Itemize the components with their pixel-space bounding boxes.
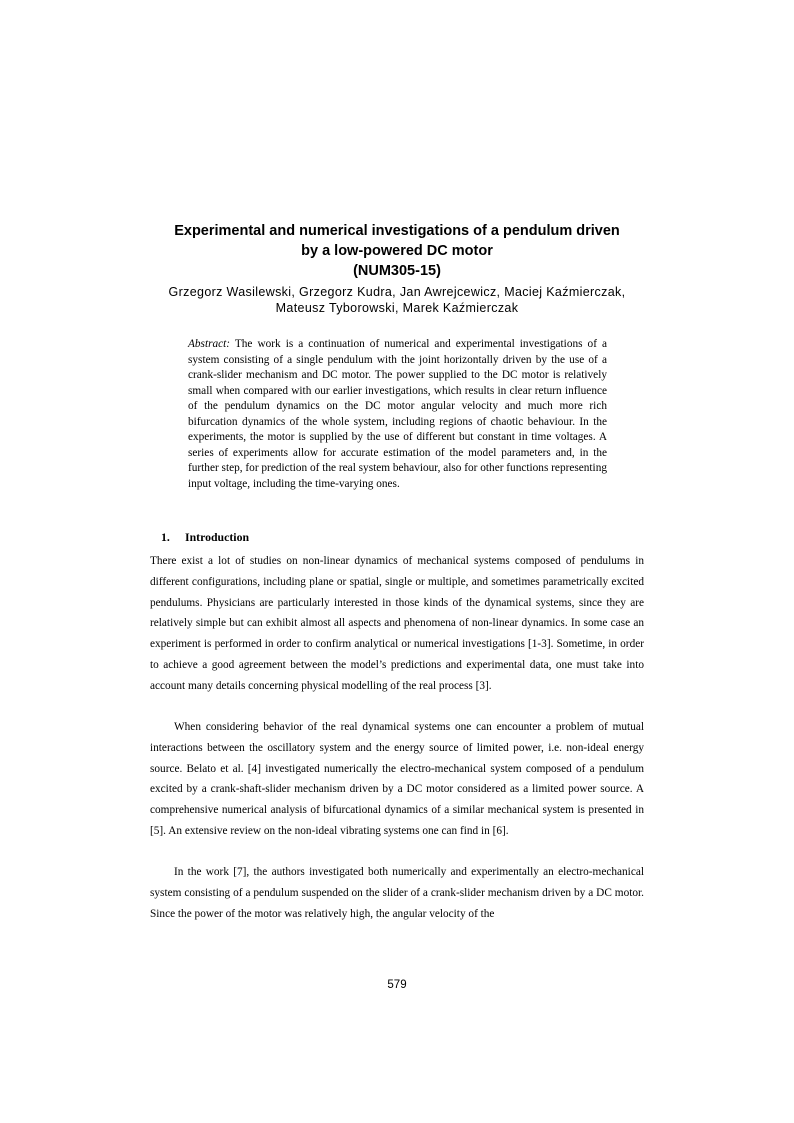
abstract-text: The work is a continuation of numerical and experimental investigations of a system consisting of a single pendulum with the joint horizontally driven by the use of a crank-slider mechanism and DC motor. The power supplied to the DC motor is relatively small when compared with our earlier investigations, which results in clear return influence of the pendulum dynamics on the DC motor angular velocity and much more rich bifurcation dynamics of the whole system, including regions of chaotic behaviour. In the experiments, the motor is supplied by the use of different but constant in time voltages. A series of experiments allow for accurate estimation of the model parameters and, in the further step, for prediction of the real system behaviour, also for other functions representing input voltage, including the time-varying ones. — [188, 338, 607, 490]
section-heading-introduction — [161, 529, 249, 545]
section-title: Introduction — [185, 530, 250, 544]
authors-line-2: Mateusz Tyborowski, Marek Kaźmierczak — [275, 301, 519, 315]
intro-paragraph-2: When considering behavior of the real dynamical systems one can encounter a problem of mutual interactions between the oscillatory system and the energy source of limited power, i.e. non-ideal energy source. Belato et al. [4] investigated numerically the electro-mechanical system composed of a pendulum excited by a crank-shaft-slider mechanism driven by a DC motor considered as a limited power source. A comprehensive numerical analysis of bifurcational dynamics of a similar mechanical system is presented in [5]. An extensive review on the non-ideal vibrating systems one can find in [6]. — [150, 721, 644, 837]
paper-title-line-2: by a low-powered DC motor — [301, 243, 493, 259]
intro-paragraph-1: There exist a lot of studies on non-linear dynamics of mechanical systems composed of pendulums in different configurations, including plane or spatial, single or multiple, and sometimes parametrically excited pendulums. Physicians are particularly interested in those kinds of the dynamical systems, since they are relatively simple but can exhibit almost all aspects and phenomena of non-linear dynamics. In some case an experiment is performed in order to confirm analytical or numerical investigations [1-3]. Sometime, in order to achieve a good agreement between the model’s predictions and experimental data, one must take into account many details concerning physical modelling of the real process [3]. — [150, 555, 644, 692]
authors-line-1: Grzegorz Wasilewski, Grzegorz Kudra, Jan Awrejcewicz, Maciej Kaźmierczak, — [168, 285, 626, 299]
page-number: 579 — [387, 979, 407, 991]
section-number: 1. — [161, 530, 170, 544]
intro-paragraph-3: In the work [7], the authors investigated both numerically and experimentally an electro-mechanical system consisting of a pendulum suspended on the slider of a crank-slider mechanism driven by a DC motor. Since the power of the motor was relatively high, the angular velocity of the — [150, 866, 644, 920]
abstract — [188, 337, 607, 492]
abstract-label: Abstract: — [188, 338, 231, 350]
paper-title-line-1: Experimental and numerical investigations of a pendulum driven — [174, 223, 620, 239]
paper-code: (NUM305-15) — [353, 263, 441, 279]
